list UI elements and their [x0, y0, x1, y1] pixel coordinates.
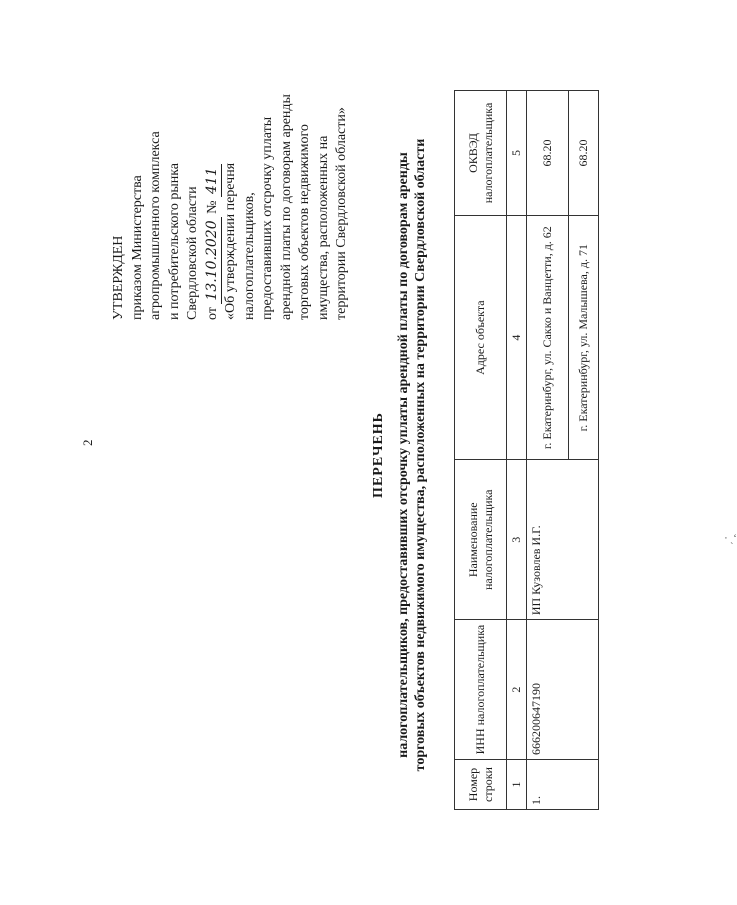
scan-mark: · ˏ‘ [724, 533, 737, 545]
header-cell: Номер строки [455, 760, 507, 810]
approval-line: и потребительского рынка [166, 162, 182, 320]
header-cell: Адрес объекта [455, 215, 507, 459]
table-header-row [455, 91, 507, 810]
approval-line: Свердловской области [185, 186, 200, 320]
approval-title: УТВЕРЖДЕН [111, 235, 126, 320]
column-number: 3 [507, 460, 527, 620]
header-cell: ИНН налогоплательщика [455, 620, 507, 760]
header-cell: Наименование налогоплательщика [455, 460, 507, 620]
approval-subject-line: предоставивших отсрочку уплаты [260, 116, 275, 320]
okved-cell: 68.20 [527, 91, 569, 216]
table-row [527, 91, 569, 810]
handwritten-number: 411 [203, 164, 223, 197]
approval-line: агропромышленного комплекса [148, 131, 163, 320]
approval-subject-line: «Об утверждении перечня [223, 162, 238, 320]
column-number-row [507, 91, 527, 810]
approval-subject-line: территории Свердловской области» [334, 107, 349, 320]
column-number: 2 [507, 620, 527, 760]
approval-line: приказом Министерства [129, 175, 145, 320]
taxpayer-table [454, 90, 599, 810]
row-number-cell: 1. [527, 760, 599, 810]
header-cell: ОКВЭД налогоплательщика [455, 91, 507, 216]
approval-stamp [110, 20, 352, 320]
address-cell: г. Екатеринбург, ул. Сакко и Ванцетти, д. 62 [527, 215, 569, 459]
column-number: 4 [507, 215, 527, 459]
approval-subject-line: налогоплательщиков, [241, 192, 257, 320]
number-prefix: № [204, 200, 220, 214]
approval-subject-line: арендной платы по договорам аренды [278, 94, 294, 320]
inn-cell: 666200647190 [527, 620, 599, 760]
heading-line: торговых объектов недвижимого имущества, расположенных на территории Свердловской области [413, 138, 428, 772]
name-cell: ИП Кузовлев И.Г. [527, 460, 599, 620]
page-number: 2 [80, 439, 95, 446]
column-number: 1 [507, 760, 527, 810]
date-prefix: от [204, 307, 220, 320]
document-heading [370, 105, 429, 805]
heading-line: налогоплательщиков, предоставивших отсрочку уплаты арендной платы по договорам аренды [396, 152, 411, 758]
approval-subject-line: имущества, расположенных на [315, 135, 331, 320]
heading-title: ПЕРЕЧЕНЬ [371, 412, 386, 498]
okved-cell: 68.20 [569, 91, 599, 216]
column-number: 5 [507, 91, 527, 216]
approval-subject-line: торговых объектов недвижимого [297, 124, 312, 320]
approval-date-line [203, 20, 223, 320]
handwritten-date: 13.10.2020 [203, 217, 223, 303]
address-cell: г. Екатеринбург, ул. Малышева, д. 71 [569, 215, 599, 459]
